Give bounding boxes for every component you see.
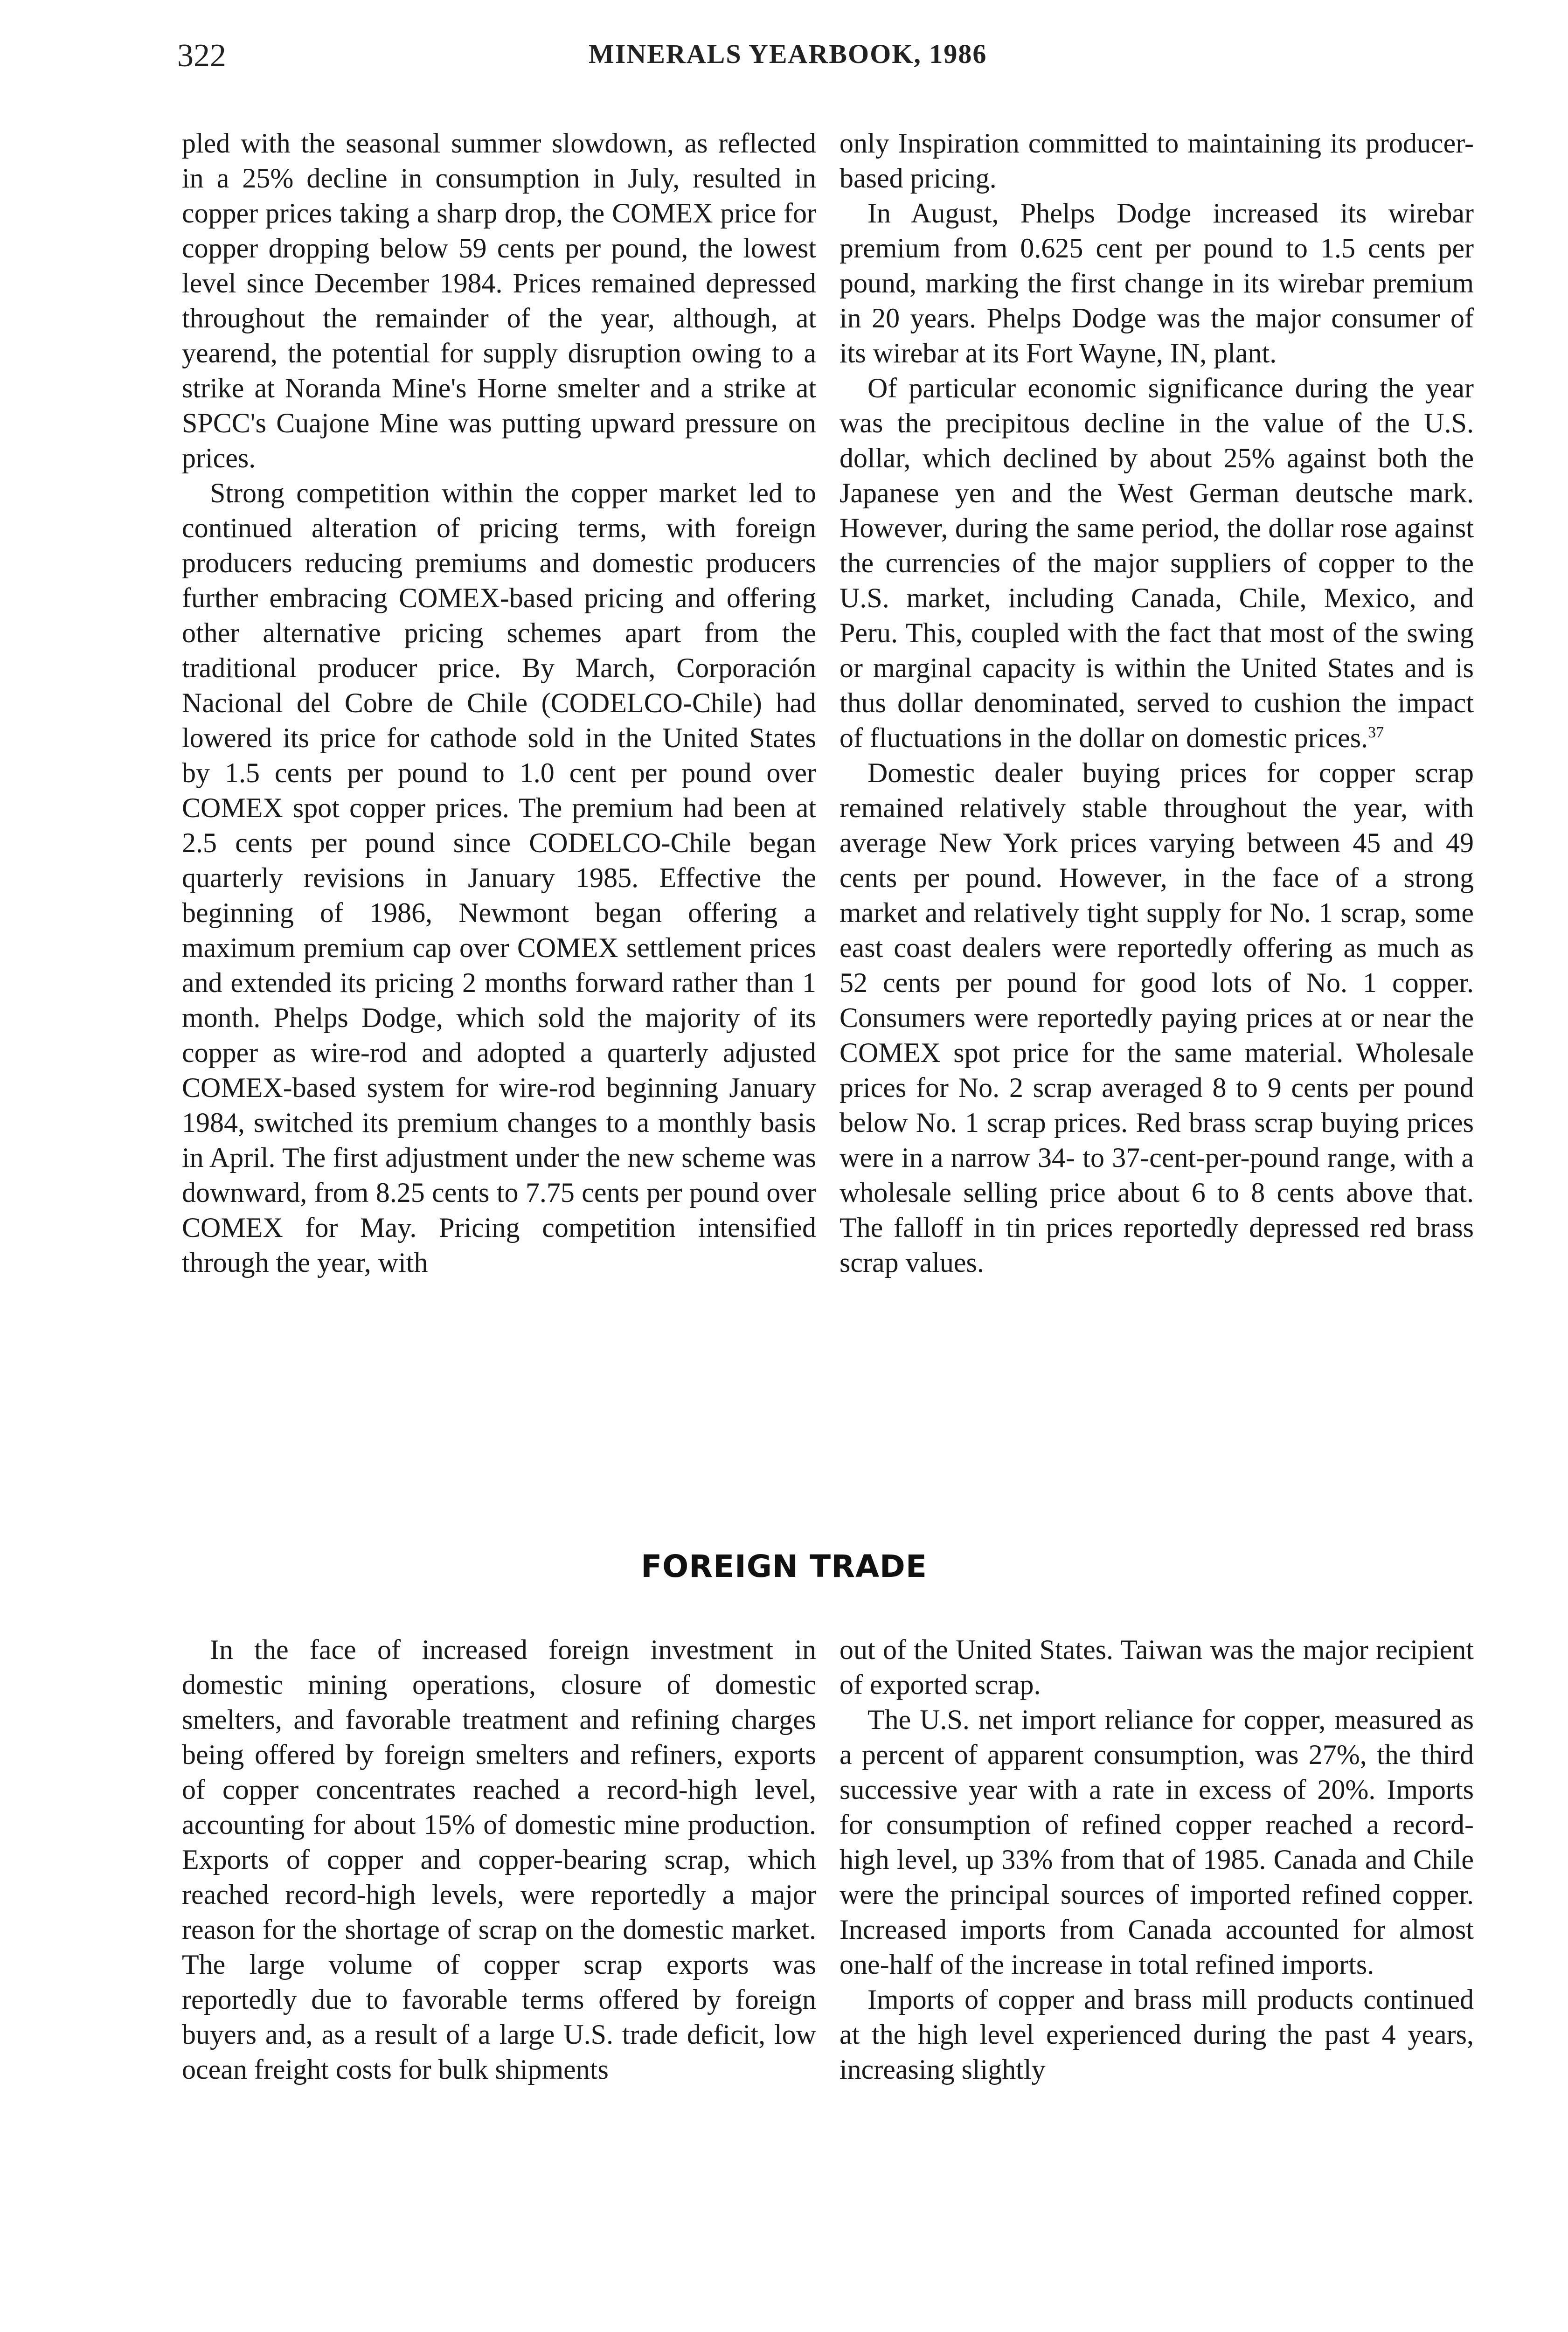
paragraph: only Inspiration committed to maintaining its producer-based pricing. [840,128,1474,194]
paragraph: In August, Phelps Dodge increased its wirebar premium from 0.625 cent per pound to 1.5 cents per pound, marking the first change in its wirebar premium in 20 years. Phelps Dodge was the major consumer of its wirebar at its Fort Wayne, IN, plant. [840,198,1474,368]
section1-right-column [840,126,1474,1280]
paragraph: The U.S. net import reliance for copper, measured as a percent of apparent consumption, was 27%, the third successive year with a rate in excess of 20%. Imports for consumption of refined copper reached a record-high level, up 33% from that of 1985. Canada and Chile were the principal sources of imported refined copper. Increased imports from Canada accounted for almost one-half of the increase in total refined imports. [840,1704,1474,1980]
paragraph: In the face of increased foreign investment in domestic mining operations, closure of domestic smelters, and favorable treatment and refining charges being offered by foreign smelters and refiners, exports of copper concentrates reached a record-high level, accounting for about 15% of domestic mine production. Exports of copper and copper-bearing scrap, which reached record-high levels, were reportedly a major reason for the shortage of scrap on the domestic market. The large volume of copper scrap exports was reportedly due to favorable terms offered by foreign buyers and, as a result of a large U.S. trade deficit, low ocean freight costs for bulk shipments [182,1634,816,2085]
paragraph: Strong competition within the copper market led to continued alteration of pricing terms, with foreign producers reducing premiums and domestic producers further embracing COMEX-based pricing and offering other alternative pricing schemes apart from the traditional producer price. By March, Corporación Nacional del Cobre de Chile (CODELCO-Chile) had lowered its price for cathode sold in the United States by 1.5 cents per pound to 1.0 cent per pound over COMEX spot copper prices. The premium had been at 2.5 cents per pound since CODELCO-Chile began quarterly revisions in January 1985. Effective the beginning of 1986, Newmont began offering a maximum premium cap over COMEX settlement prices and extended its pricing 2 months forward rather than 1 month. Phelps Dodge, which sold the majority of its copper as wire-rod and adopted a quarterly adjusted COMEX-based system for wire-rod beginning January 1984, switched its premium changes to a monthly basis in April. The first adjustment under the new scheme was downward, from 8.25 cents to 7.75 cents per pound over COMEX for May. Pricing competition intensified through the year, with [182,478,816,1278]
section1-left-column [182,126,816,1280]
paragraph-text: Of particular economic significance during the year was the precipitous decline in the value of the U.S. dollar, which declined by about 25% against both the Japanese yen and the West German deutsche mark. However, during the same period, the dollar rose against the currencies of the major suppliers of copper to the U.S. market, including Canada, Chile, Mexico, and Peru. This, coupled with the fact that most of the swing or marginal capacity is within the United States and is thus dollar denominated, served to cushion the impact of fluctuations in the dollar on domestic prices. [840,373,1474,753]
paragraph: Domestic dealer buying prices for copper scrap remained relatively stable throughout the year, with average New York prices varying between 45 and 49 cents per pound. However, in the face of a strong market and relatively tight supply for No. 1 scrap, some east coast dealers were reportedly offering as much as 52 cents per pound for good lots of No. 1 copper. Consumers were reportedly paying prices at or near the COMEX spot price for the same material. Wholesale prices for No. 2 scrap averaged 8 to 9 cents per pound below No. 1 scrap prices. Red brass scrap buying prices were in a narrow 34- to 37-cent-per-pound range, with a wholesale selling price about 6 to 8 cents above that. The falloff in tin prices reportedly depressed red brass scrap values. [840,757,1474,1278]
paragraph: out of the United States. Taiwan was the major recipient of exported scrap. [840,1634,1474,1700]
paragraph: Imports of copper and brass mill products continued at the high level experienced during the past 4 years, increasing slightly [840,1984,1474,2085]
paragraph-with-footnote [840,371,1474,756]
section2-left-column [182,1632,816,2087]
footnote-reference: 37 [1368,724,1384,741]
paragraph: pled with the seasonal summer slowdown, as reflected in a 25% decline in consumption in July, resulted in copper prices taking a sharp drop, the COMEX price for copper dropping below 59 cents per pound, the lowest level since December 1984. Prices remained depressed throughout the remainder of the year, although, at yearend, the potential for supply disruption owing to a strike at Noranda Mine's Horne smelter and a strike at SPCC's Cuajone Mine was putting upward pressure on prices. [182,128,816,473]
section-heading: FOREIGN TRADE [641,1548,927,1584]
running-header-title: MINERALS YEARBOOK, 1986 [589,39,987,69]
section2-right-column [840,1632,1474,2087]
page-number: 322 [177,38,226,74]
